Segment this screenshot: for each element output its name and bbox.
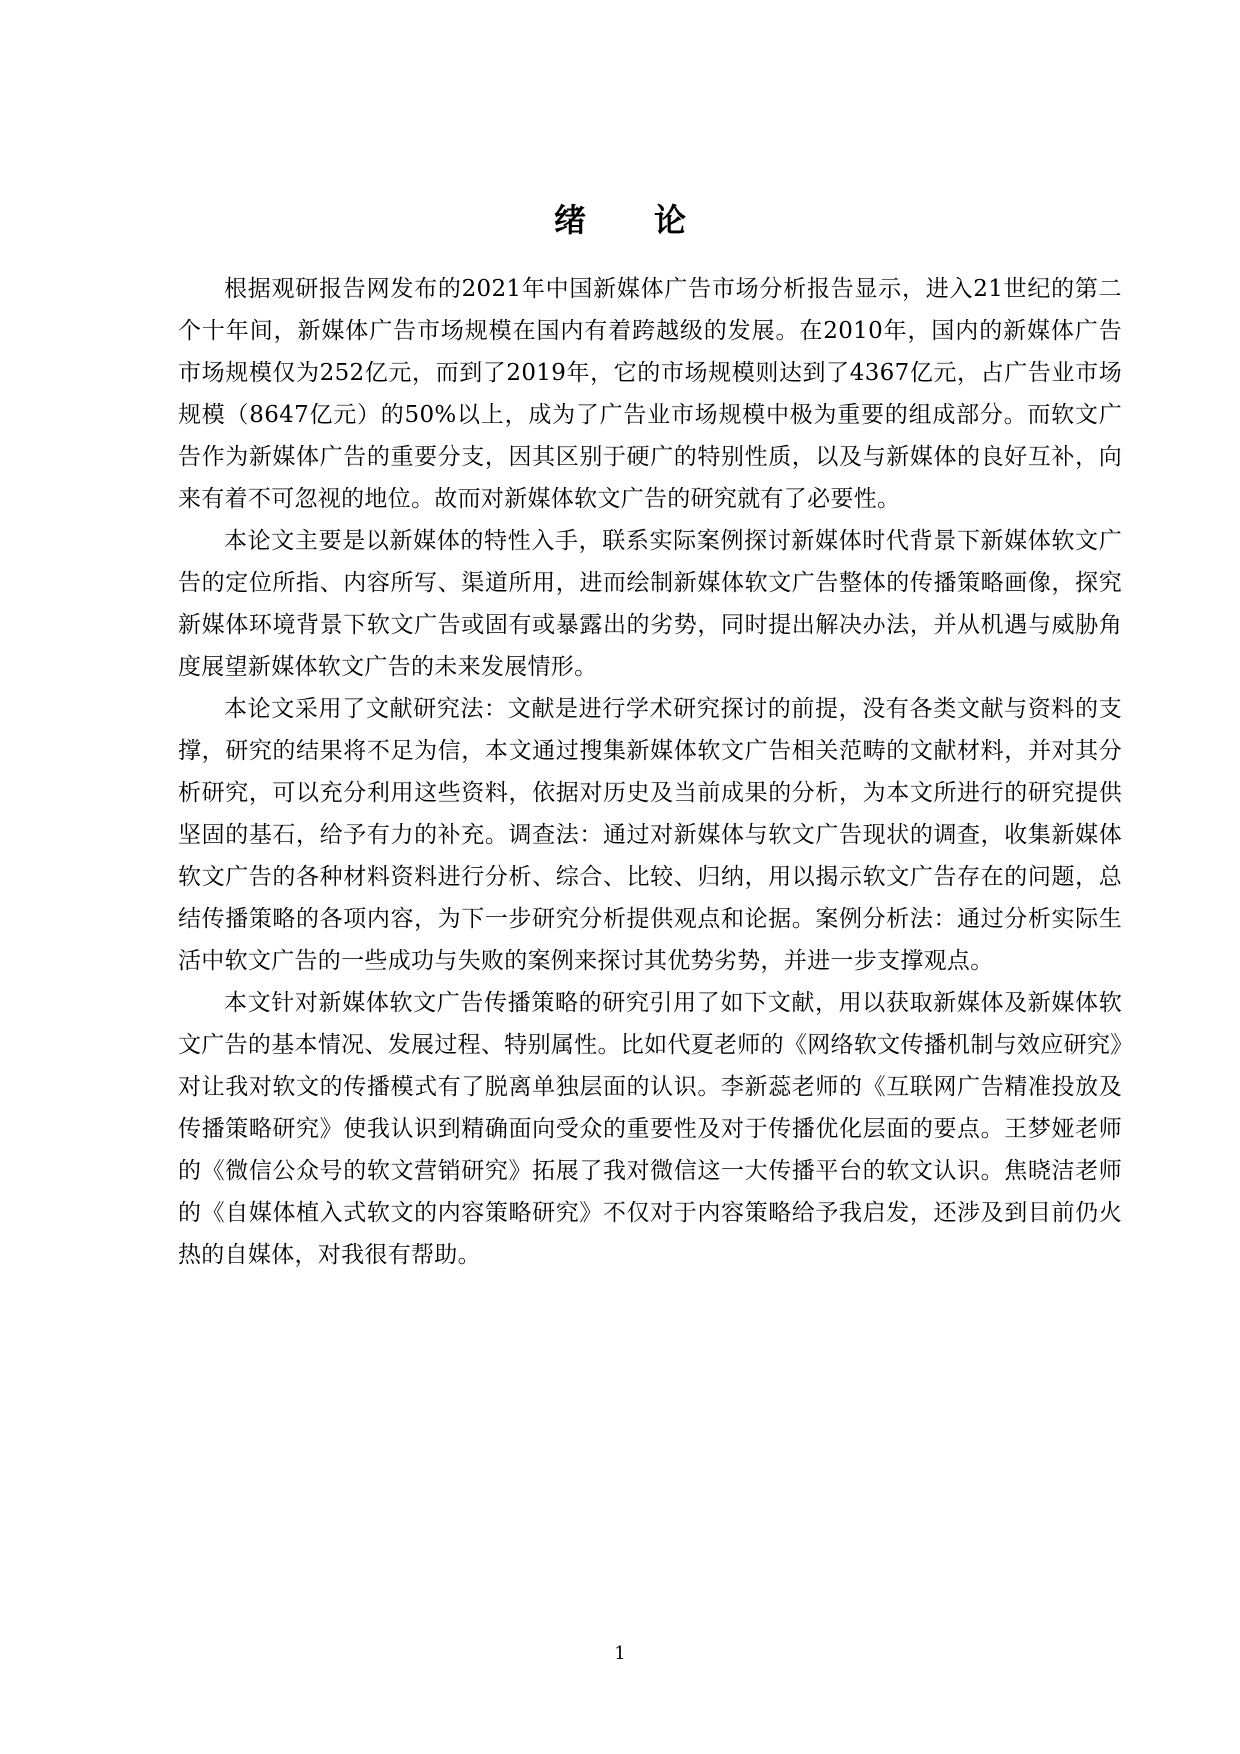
chapter-title-first-char: 绪 — [553, 201, 586, 239]
page-number: 1 — [614, 1643, 626, 1664]
paragraph-research-methods: 本论文采用了文献研究法：文献是进行学术研究探讨的前提，没有各类文献与资料的支撑，研究的结果将不足为信，本文通过搜集新媒体软文广告相关范畴的文献材料，并对其分析研究，可以充分利用这些资料，依据对历史及当前成果的分析，为本文所进行的研究提供坚固的基石，给予有力的补充。调查法：通过对新媒体与软文广告现状的调查，收集新媒体软文广告的各种材料资料进行分析、综合、比较、归纳，用以揭示软文广告存在的问题，总结传播策略的各项内容，为下一步研究分析提供观点和论据。案例分析法：通过分析实际生活中软文广告的一些成功与失败的案例来探讨其优势劣势，并进一步支撑观点。 — [178, 696, 1122, 974]
chapter-title — [0, 196, 1240, 244]
chapter-title-second-char: 论 — [654, 201, 687, 239]
paragraph-research-scope: 本论文主要是以新媒体的特性入手，联系实际案例探讨新媒体时代背景下新媒体软文广告的定位所指、内容所写、渠道所用，进而绘制新媒体软文广告整体的传播策略画像，探究新媒体环境背景下软文广告或固有或暴露出的劣势，同时提出解决办法，并从机遇与威胁角度展望新媒体软文广告的未来发展情形。 — [178, 528, 1122, 680]
document-body — [178, 268, 1122, 1276]
paragraph-market-background: 根据观研报告网发布的2021年中国新媒体广告市场分析报告显示，进入21世纪的第二个十年间，新媒体广告市场规模在国内有着跨越级的发展。在2010年，国内的新媒体广告市场规模仅为252亿元，而到了2019年，它的市场规模则达到了4367亿元，占广告业市场规模（8647亿元）的50%以上，成为了广告业市场规模中极为重要的组成部分。而软文广告作为新媒体广告的重要分支，因其区别于硬广的特别性质，以及与新媒体的良好互补，向来有着不可忽视的地位。故而对新媒体软文广告的研究就有了必要性。 — [178, 276, 1122, 512]
paragraph-literature-review: 本文针对新媒体软文广告传播策略的研究引用了如下文献，用以获取新媒体及新媒体软文广告的基本情况、发展过程、特别属性。比如代夏老师的《网络软文传播机制与效应研究》对让我对软文的传播模式有了脱离单独层面的认识。李新蕊老师的《互联网广告精准投放及传播策略研究》使我认识到精确面向受众的重要性及对于传播优化层面的要点。王梦娅老师的《微信公众号的软文营销研究》拓展了我对微信这一大传播平台的软文认识。焦晓洁老师的《自媒体植入式软文的内容策略研究》不仅对于内容策略给予我启发，还涉及到目前仍火热的自媒体，对我很有帮助。 — [178, 990, 1122, 1268]
